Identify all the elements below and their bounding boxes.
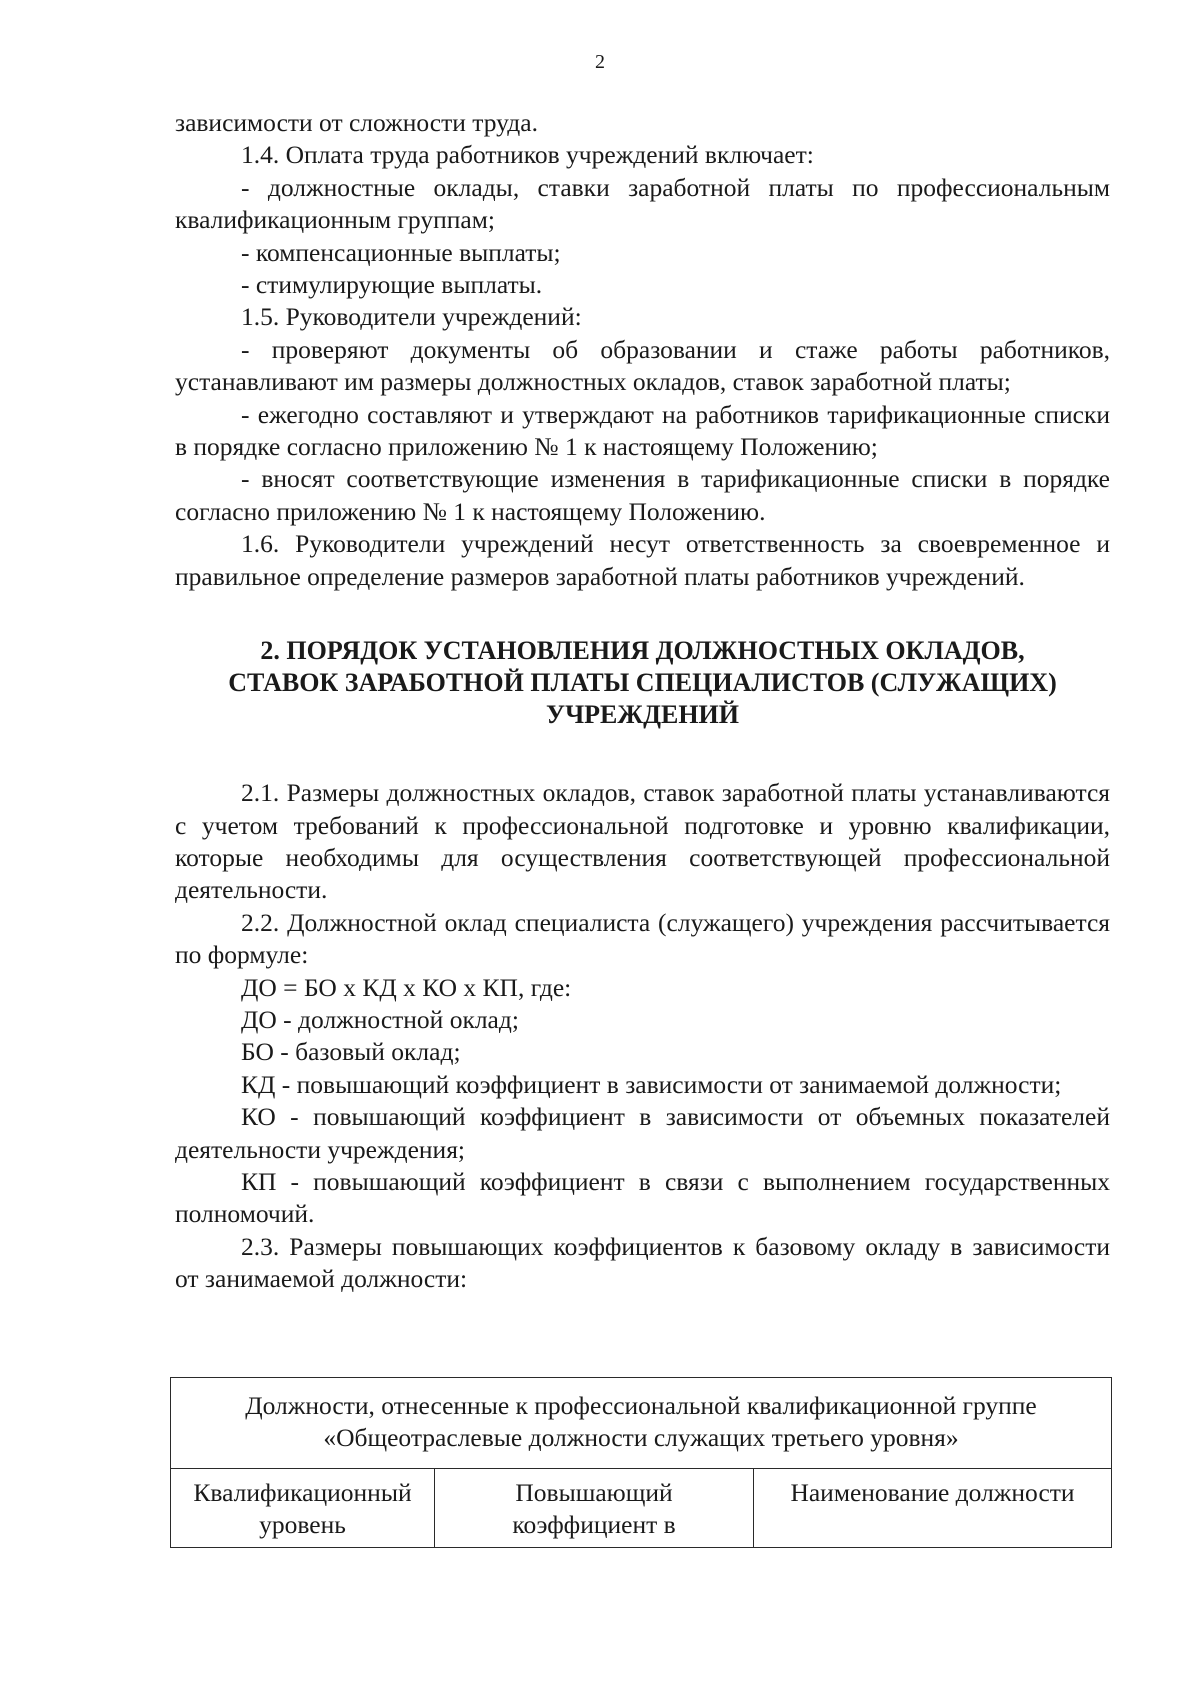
paragraph: - проверяют документы об образовании и стаже работы работников, устанавливают им размеры должностных окладов, ставок заработной платы; [175, 334, 1110, 397]
definition: ДО - должностной оклад; [241, 1004, 519, 1034]
column-header-line: Наименование должности [790, 1478, 1075, 1507]
column-header-line: уровень [259, 1510, 346, 1539]
column-header-line: коэффициент в [512, 1510, 676, 1539]
paragraph: - должностные оклады, ставки заработной платы по профессиональным квалификационным группам; [175, 172, 1110, 235]
definition: КП - повышающий коэффициент в связи с выполнением государственных полномочий. [175, 1166, 1110, 1229]
column-header-qualification-level [171, 1469, 435, 1548]
paragraph: - стимулирующие выплаты. [241, 270, 543, 300]
coefficients-table-wrapper [170, 1377, 1112, 1548]
formula: ДО = БО х КД х КО х КП, где: [241, 972, 572, 1002]
paragraph: - ежегодно составляют и утверждают на работников тарификационные списки в порядке согласно приложению № 1 к настоящему Положению; [175, 399, 1110, 462]
column-header-coefficient [435, 1469, 754, 1548]
page-number: 2 [595, 51, 605, 73]
section-title-line: 2. ПОРЯДОК УСТАНОВЛЕНИЯ ДОЛЖНОСТНЫХ ОКЛАДОВ, [260, 636, 1025, 666]
definition: КО - повышающий коэффициент в зависимости от объемных показателей деятельности учреждения; [175, 1102, 1110, 1164]
paragraph: 2.3. Размеры повышающих коэффициентов к базовому окладу в зависимости от занимаемой должности: [175, 1231, 1110, 1294]
document-body [175, 107, 1110, 1296]
paragraph: 1.4. Оплата труда работников учреждений включает: [241, 140, 814, 170]
column-header-line: Квалификационный [193, 1478, 412, 1507]
paragraph: зависимости от сложности труда. [175, 108, 538, 137]
table-group-header-line: «Общеотраслевые должности служащих третьего уровня» [323, 1423, 959, 1452]
paragraph: 2.2. Должностной оклад специалиста (служащего) учреждения рассчитывается по формуле: [175, 907, 1110, 970]
column-header-line: Повышающий [515, 1478, 673, 1507]
section-title [175, 635, 1110, 731]
column-header-position-name [754, 1469, 1112, 1548]
section-title-line: УЧРЕЖДЕНИЙ [546, 700, 739, 730]
definition: БО - базовый оклад; [241, 1037, 461, 1067]
definition: КД - повышающий коэффициент в зависимости от занимаемой должности; [241, 1069, 1062, 1099]
table-column-header-row [171, 1469, 1112, 1548]
paragraph: - вносят соответствующие изменения в тарификационные списки в порядке согласно приложению № 1 к настоящему Положению. [175, 464, 1110, 526]
table-group-header [171, 1378, 1112, 1469]
paragraph: 1.5. Руководители учреждений: [241, 302, 582, 332]
section-title-line: СТАВОК ЗАРАБОТНОЙ ПЛАТЫ СПЕЦИАЛИСТОВ (СЛУЖАЩИХ) [228, 668, 1057, 698]
paragraph: 1.6. Руководители учреждений несут ответственность за своевременное и правильное определение размеров заработной платы работников учреждений. [175, 529, 1110, 591]
coefficients-table [170, 1377, 1112, 1548]
table-header-row [171, 1378, 1112, 1469]
paragraph: 2.1. Размеры должностных окладов, ставок заработной платы устанавливаются с учетом требований к профессиональной подготовке и уровню квалификации, которые необходимы для осуществления соответствующей профессиональной деятельности. [175, 778, 1110, 905]
table-group-header-line: Должности, отнесенные к профессиональной квалификационной группе [245, 1391, 1037, 1420]
paragraph: - компенсационные выплаты; [241, 237, 561, 267]
